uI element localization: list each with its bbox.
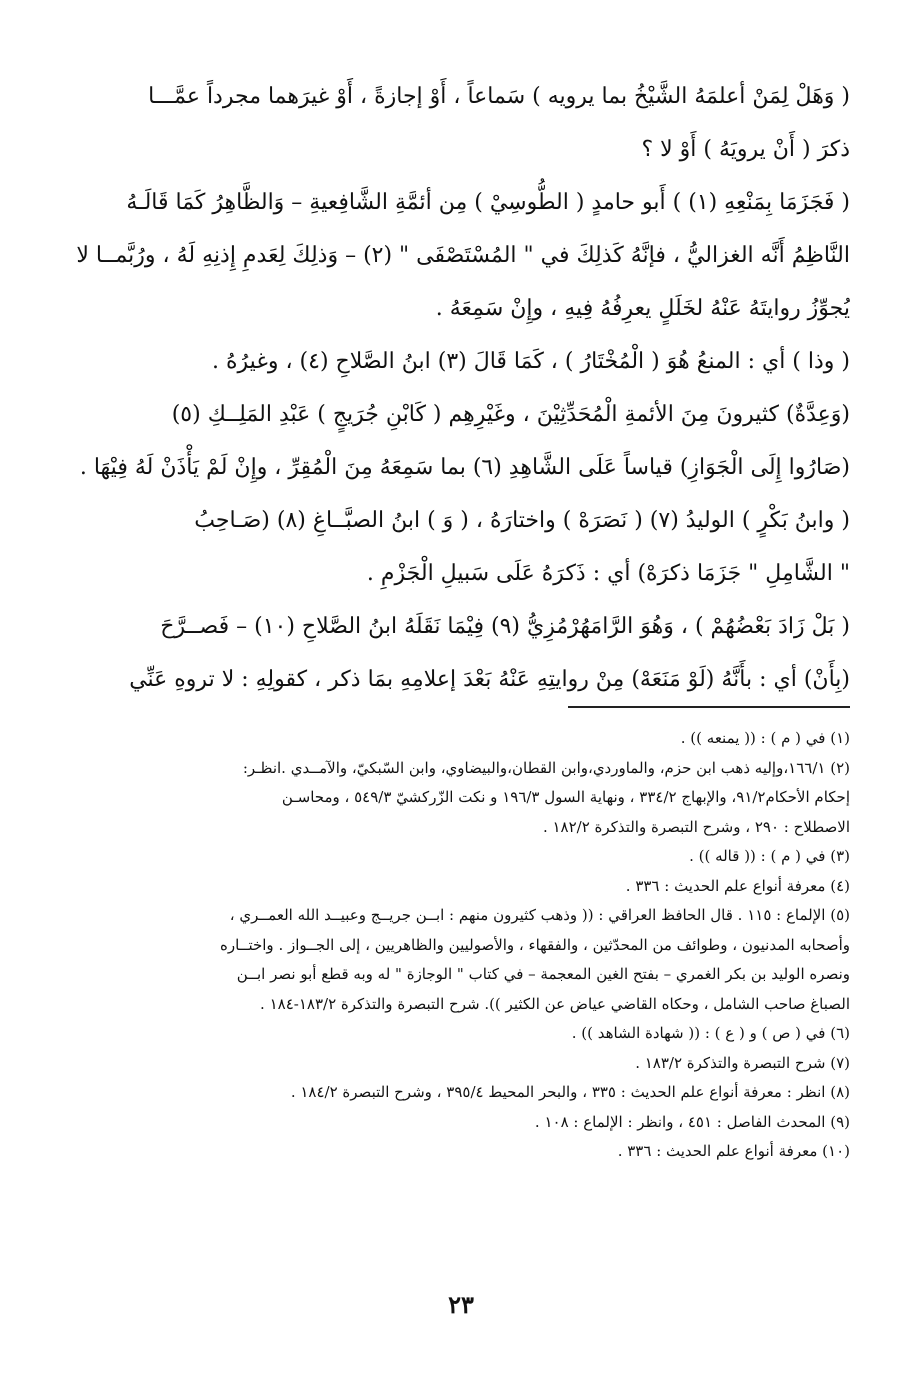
main-text-line: ( بَلْ زَادَ بَعْضُهُمْ ) ، وَهُوَ الرَّامَهُرْمُزِيُّ (٩) فِيْمَا نَقَلَهُ ابنُ الصَّلاحِ (١٠) – فَصــرَّحَ	[160, 614, 850, 639]
footnote-line: (٣) في ( م ) : (( قاله )) .	[689, 847, 850, 865]
footnote-line: (١) في ( م ) : (( يمنعه )) .	[680, 729, 850, 747]
footnote-line: الصباغ صاحب الشامل ، وحكاه القاضي عياض عن الكثير )). شرح التبصرة والتذكرة ١٨٣/٢-١٨٤ .	[260, 994, 850, 1013]
footnote-line: (٩) المحدث الفاصل : ٤٥١ ، وانظر : الإلماع : ١٠٨ .	[534, 1112, 850, 1131]
footnote-line: وأصحابه المدنيون ، وطوائف من المحدّثين ، والفقهاء ، والأصوليين والظاهريين ، إلى الجــواز . واختــاره	[220, 935, 850, 954]
main-text-line: (وَعِدَّةٌ) كثيرونَ مِنَ الأئمةِ الْمُحَدِّثِيْنَ ، وغَيْرِهِم ( كَابْنِ جُرَيجٍ ) عَبْدِ المَلِــكِ (٥)	[171, 402, 850, 427]
footnote-divider	[568, 706, 850, 708]
main-text-line: يُجوِّزُ روايتَهُ عَنْهُ لخَلَلٍ يعرِفُهُ فِيهِ ، وإِنْ سَمِعَهُ .	[435, 296, 850, 321]
main-text-line: ذكرَ ( أَنْ يرويَهُ ) أَوْ لا ؟	[641, 137, 850, 162]
main-text-line: ( وَهَلْ لِمَنْ أعلمَهُ الشَّيْخُ بما يرويه ) سَماعاً ، أَوْ إجازةً ، أَوْ غيرَهما مجرداً عمَّـــا	[148, 84, 850, 109]
footnote-line: ونصره الوليد بن بكر الغمري – بفتح الغين المعجمة – في كتاب " الوجازة " له وبه قطع أبو نصر ابــن	[236, 965, 850, 983]
main-text-line: ( فَجَزَمَا بِمَنْعِهِ (١) ) أَبو حامدٍ ( الطُّوسِيْ ) مِن أئمَّةِ الشَّافِعيةِ – وَالظَّاهِرُ كَمَا قَالَـهُ	[126, 190, 850, 215]
main-text-line: (صَارُوا إِلَى الْجَوَازِ) قياساً عَلَى الشَّاهِدِ (٦) بما سَمِعَهُ مِنَ الْمُقِرِّ ، وإِنْ لَمْ يَأْذَنْ لَهُ فِيْهَا .	[79, 455, 850, 480]
main-text-line: (بِأَنْ) أي : بأَنَّهُ (لَوْ مَنَعَهْ) مِنْ روايتِهِ عَنْهُ بَعْدَ إعلامِهِ بمَا ذكر ، كقولِهِ : لا تروهِ عَنِّي	[129, 667, 850, 692]
main-text-line: ( وابنُ بَكْرٍ ) الوليدُ (٧) ( نَصَرَهْ ) واختارَهُ ، ( وَ ) ابنُ الصبَّــاغِ (٨) (صَـاحِبُ	[194, 508, 850, 533]
main-text-line: " الشَّامِلِ " جَزَمَا ذكرَهْ) أي : ذَكرَهُ عَلَى سَبيلِ الْجَزْمِ .	[366, 561, 850, 586]
footnotes-section	[72, 724, 850, 1167]
footnote-line: (٢) ١٦٦/١،وإليه ذهب ابن حزم، والماوردي،وابن القطان،والبيضاوي، وابن السّبكيّ، والآمــدي .انظـر:	[242, 758, 850, 777]
main-text-line: ( وذا ) أي : المنعُ هُوَ ( الْمُخْتَارُ ) ، كَمَا قَالَ (٣) ابنُ الصَّلاحِ (٤) ، وغيرُهُ .	[212, 349, 850, 374]
footnote-line: الاصطلاح : ٢٩٠ ، وشرح التبصرة والتذكرة ١٨٢/٢ .	[542, 817, 850, 836]
footnote-line: (٨) انظر : معرفة أنواع علم الحديث : ٣٣٥ ، والبحر المحيط ٣٩٥/٤ ، وشرح التبصرة ١٨٤/٢ .	[290, 1083, 850, 1101]
page-number: ٢٣	[448, 1290, 474, 1319]
footnote-line: (٧) شرح التبصرة والتذكرة ١٨٣/٢ .	[635, 1053, 850, 1072]
footnote-line: (٤) معرفة أنواع علم الحديث : ٣٣٦ .	[625, 876, 850, 895]
footnote-line: (١٠) معرفة أنواع علم الحديث : ٣٣٦ .	[617, 1142, 850, 1160]
footnote-line: إحكام الأحكام٩١/٢، والإبهاج ٣٣٤/٢ ، ونهاية السول ١٩٦/٣ و نكت الزّركشيّ ٥٤٩/٣ ، ومحاسـن	[281, 788, 850, 806]
footnote-line: (٦) في ( ص ) و ( ع ) : (( شهادة الشاهد )) .	[571, 1024, 850, 1042]
main-text-body	[72, 70, 850, 706]
main-text-line: النَّاظِمُ أَنَّه الغزاليُّ ، فإنَّهُ كَذلِكَ في " المُسْتَصْفَى " (٢) – وَذلِكَ لِعَدمِ إِذنِهِ لَهُ ، ورُبَّمــا لا	[76, 243, 850, 268]
footnote-line: (٥) الإلماع : ١١٥ . قال الحافظ العراقي : (( وذهب كثيرون منهم : ابــن جريــج وعبيــد الله العمــري ،	[229, 906, 850, 924]
